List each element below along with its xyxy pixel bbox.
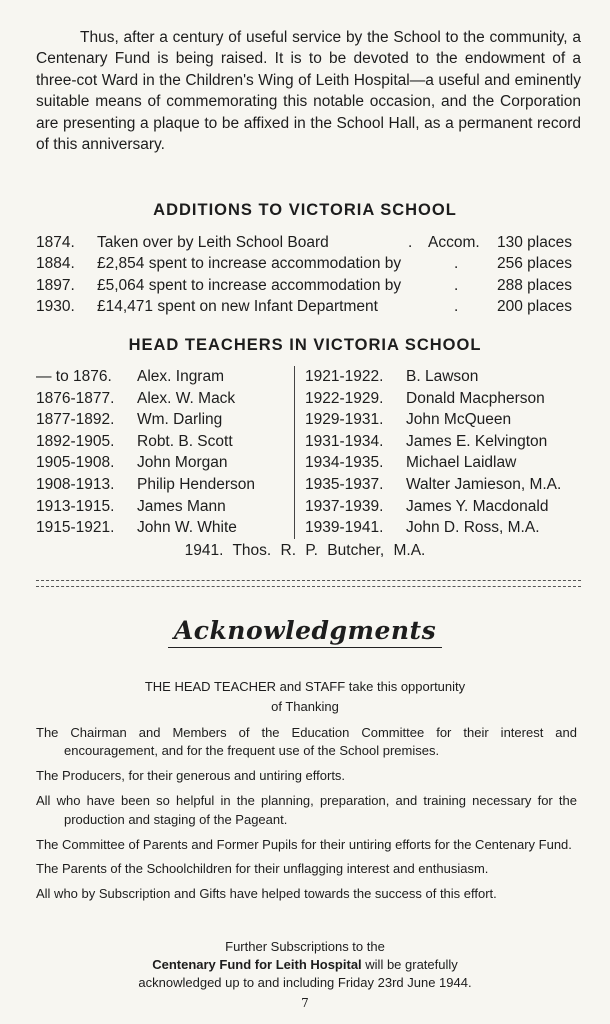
acknowledgments-title bbox=[0, 616, 610, 645]
teacher-row bbox=[36, 366, 286, 388]
teacher-years: 1915-1921. bbox=[36, 519, 115, 537]
additions-table bbox=[36, 232, 581, 318]
additions-row bbox=[36, 296, 581, 317]
leader-dot: . bbox=[454, 276, 459, 294]
head-teachers-left-column bbox=[36, 366, 286, 539]
teacher-row bbox=[36, 496, 286, 518]
additions-description: £14,471 spent on new Infant Department bbox=[97, 298, 378, 316]
teacher-row bbox=[305, 431, 595, 453]
teacher-years: 1921-1922. bbox=[305, 368, 384, 385]
leader-dot: . bbox=[454, 298, 459, 316]
footer-line: acknowledged up to and including Friday 23rd June 1944. bbox=[138, 975, 472, 991]
additions-places: 256 places bbox=[497, 255, 572, 273]
acknowledgment-item: The Producers, for their generous and untiring efforts. bbox=[36, 768, 346, 784]
teacher-years: 1876-1877. bbox=[36, 389, 115, 407]
teacher-name: John Morgan bbox=[137, 454, 228, 472]
head-teachers-right-column bbox=[294, 366, 595, 539]
additions-places: 130 places bbox=[497, 234, 572, 251]
teacher-row bbox=[36, 409, 286, 431]
teacher-years: 1877-1892. bbox=[36, 411, 115, 429]
teacher-row bbox=[305, 409, 595, 431]
additions-accom-label: Accom. bbox=[428, 234, 480, 251]
additions-row bbox=[36, 232, 581, 253]
acknowledgment-item: The Committee of Parents and Former Pupils for their untiring efforts for the Centenary Fund. bbox=[36, 836, 572, 852]
teacher-name: Walter Jamieson, M.A. bbox=[406, 475, 562, 493]
teacher-years: 1934-1935. bbox=[305, 454, 384, 472]
teacher-years: 1937-1939. bbox=[305, 497, 384, 515]
teacher-row bbox=[36, 431, 286, 453]
additions-heading: ADDITIONS TO VICTORIA SCHOOL bbox=[153, 201, 457, 219]
acknowledgment-item: All who have been so helpful in the planning, preparation, and training necessary for the production and staging of the Pageant. bbox=[36, 793, 577, 827]
teacher-row bbox=[36, 474, 286, 496]
teacher-row bbox=[36, 388, 286, 410]
intro-text: Thus, after a century of useful service by the School to the community, a Centenary Fund is being raised. It is to be devoted to the endowment of a three-cot Ward in the Children's Wing of Leith Hospital—a useful and eminently suitable means of commemorating this notable occasion, and the Corporation are presenting a plaque to be affixed in the School Hall, as a permanent record of this anniversary. bbox=[36, 29, 581, 154]
acknowledgment-item: The Parents of the Schoolchildren for their unflagging interest and enthusiasm. bbox=[36, 861, 489, 877]
acknowledgment-item: All who by Subscription and Gifts have helped towards the success of this effort. bbox=[36, 886, 497, 902]
teacher-row bbox=[305, 474, 595, 496]
acknowledgments-intro bbox=[0, 677, 610, 717]
leader-dot: . bbox=[408, 234, 413, 251]
page-number: 7 bbox=[301, 996, 309, 1010]
acknowledgments-intro-line: of Thanking bbox=[271, 699, 339, 714]
additions-description: Taken over by Leith School Board bbox=[97, 234, 329, 251]
teacher-years: 1931-1934. bbox=[305, 432, 384, 450]
additions-description: £2,854 spent to increase accommodation by bbox=[97, 255, 402, 273]
additions-year: 1884. bbox=[36, 255, 75, 273]
additions-row bbox=[36, 253, 581, 274]
teacher-name: Alex. W. Mack bbox=[137, 389, 236, 407]
additions-places: 288 places bbox=[497, 276, 572, 294]
teacher-years: 1935-1937. bbox=[305, 475, 384, 493]
additions-year: 1930. bbox=[36, 298, 75, 316]
teacher-name: Philip Henderson bbox=[137, 475, 256, 493]
teacher-name: Michael Laidlaw bbox=[406, 454, 517, 472]
teacher-row bbox=[305, 366, 595, 388]
teacher-name: James Mann bbox=[137, 497, 226, 515]
teacher-years: 1892-1905. bbox=[36, 432, 115, 450]
teacher-name: Thos. R. P. Butcher, M.A. bbox=[232, 542, 426, 559]
teacher-row bbox=[36, 452, 286, 474]
teacher-row bbox=[305, 388, 595, 410]
teacher-years: 1908-1913. bbox=[36, 475, 115, 493]
additions-row bbox=[36, 275, 581, 296]
teacher-name: John McQueen bbox=[406, 411, 512, 429]
acknowledgments-list bbox=[36, 724, 577, 910]
teacher-final-row bbox=[0, 540, 610, 561]
acknowledgments-intro-line: THE HEAD TEACHER and STAFF take this opportunity bbox=[144, 679, 466, 694]
teacher-years: 1939-1941. bbox=[305, 519, 384, 537]
teacher-name: Alex. Ingram bbox=[137, 368, 225, 385]
teacher-name: Donald Macpherson bbox=[406, 389, 545, 407]
intro-paragraph bbox=[36, 27, 581, 155]
teacher-years: 1929-1931. bbox=[305, 411, 384, 429]
teacher-name: John D. Ross, M.A. bbox=[406, 519, 540, 537]
teacher-name: Robt. B. Scott bbox=[137, 432, 233, 450]
acknowledgments-footer bbox=[0, 938, 610, 993]
acknowledgment-item: The Chairman and Members of the Education Committee for their interest and encouragement, and for the frequent use of the School premises. bbox=[36, 725, 577, 759]
fund-name: Centenary Fund for Leith Hospital bbox=[152, 957, 362, 973]
additions-description: £5,064 spent to increase accommodation by bbox=[97, 276, 402, 294]
teacher-years: 1905-1908. bbox=[36, 454, 115, 472]
teacher-row bbox=[305, 452, 595, 474]
footer-line: Further Subscriptions to the bbox=[225, 939, 385, 954]
additions-year: 1897. bbox=[36, 276, 75, 294]
teacher-years: 1913-1915. bbox=[36, 497, 115, 515]
teacher-row bbox=[305, 496, 595, 518]
footer-line-rest: will be gratefully bbox=[361, 957, 458, 973]
teacher-row bbox=[36, 517, 286, 539]
teacher-row bbox=[305, 517, 595, 539]
teacher-years: 1941. bbox=[184, 542, 224, 559]
acknowledgments-title-text: Acknowledgments bbox=[168, 616, 442, 648]
teacher-years: 1922-1929. bbox=[305, 389, 384, 407]
additions-places: 200 places bbox=[497, 298, 572, 316]
section-divider bbox=[36, 580, 581, 587]
teacher-name: James Y. Macdonald bbox=[406, 497, 549, 515]
head-teachers-heading: HEAD TEACHERS IN VICTORIA SCHOOL bbox=[128, 336, 482, 354]
additions-year: 1874. bbox=[36, 234, 75, 251]
teacher-name: James E. Kelvington bbox=[406, 432, 548, 450]
teacher-name: Wm. Darling bbox=[137, 411, 223, 429]
teacher-name: B. Lawson bbox=[406, 368, 479, 385]
teacher-years: — to 1876. bbox=[36, 368, 112, 385]
footer-line bbox=[0, 956, 610, 974]
leader-dot: . bbox=[454, 255, 459, 273]
teacher-name: John W. White bbox=[137, 519, 237, 537]
